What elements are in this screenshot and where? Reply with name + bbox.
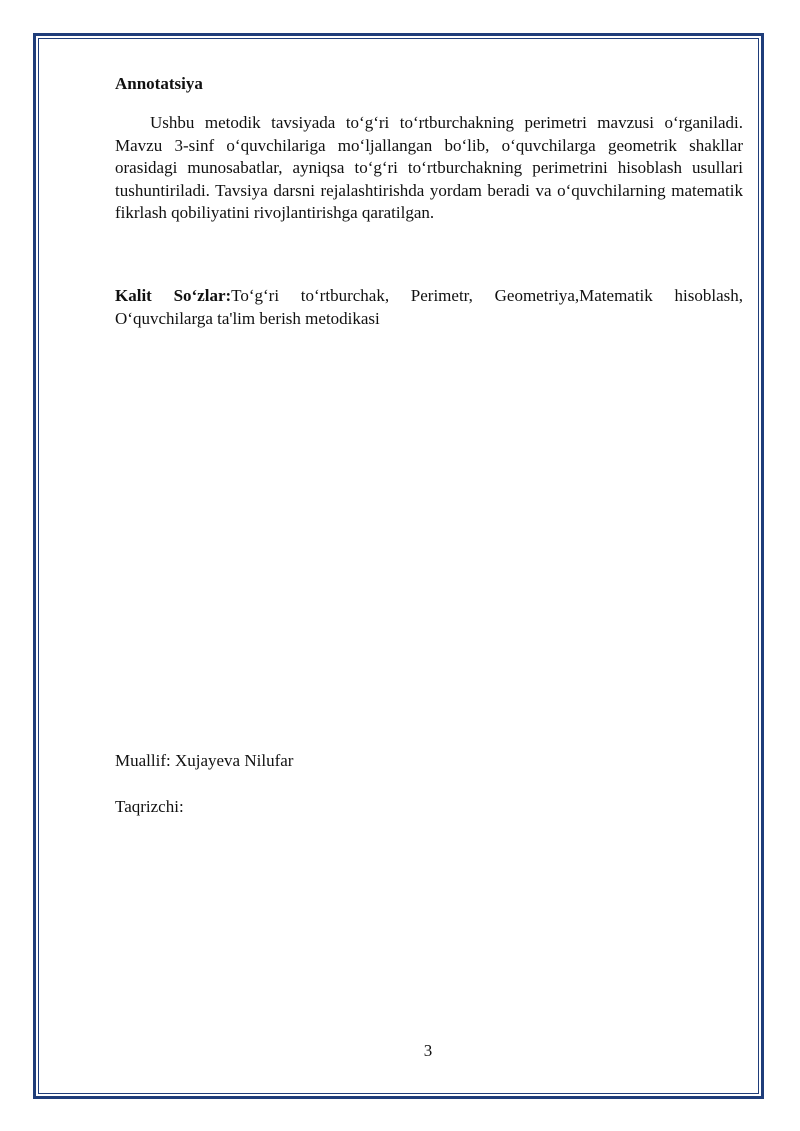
keywords-text: To‘g‘ri to‘rtburchak, Perimetr, Geometriya,Matematik hisoblash, O‘quvchilarga ta'lim berish metodikasi	[115, 286, 743, 328]
author-line: Muallif: Xujayeva Nilufar	[115, 751, 294, 770]
annotation-heading: Annotatsiya	[115, 74, 203, 93]
keywords-paragraph	[115, 285, 743, 330]
page-number: 3	[423, 1041, 433, 1060]
annotation-text: Ushbu metodik tavsiyada to‘g‘ri to‘rtburchakning perimetri mavzusi o‘rganiladi. Mavzu 3-sinf o‘quvchilariga mo‘ljallangan bo‘lib, o‘quvchilarga geometrik shakllar orasidagi munosabatlar, ayniqsa to‘g‘ri to‘rtburchakning perimetrini hisoblash usullari tushuntiriladi. Tavsiya darsni rejalashtirishda yordam beradi va o‘quvchilarning matematik fikrlash qobiliyatini rivojlantirishga qaratilgan.	[115, 113, 743, 222]
keywords-label: Kalit So‘zlar:	[115, 286, 232, 305]
annotation-section	[115, 74, 743, 225]
reviewer-line: Taqrizchi:	[115, 797, 184, 816]
